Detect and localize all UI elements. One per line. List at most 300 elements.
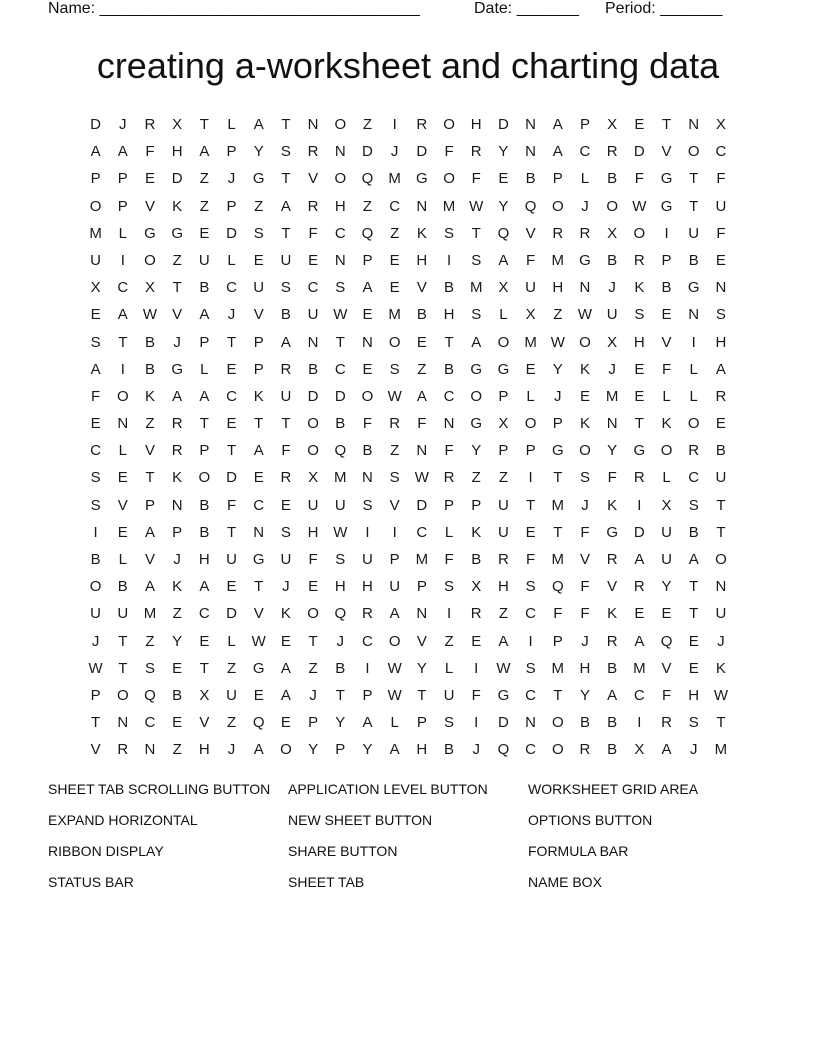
grid-letter: F bbox=[634, 170, 644, 188]
grid-letter: L bbox=[227, 116, 236, 133]
grid-letter: R bbox=[171, 415, 183, 433]
grid-letter: P bbox=[552, 632, 563, 650]
grid-letter: E bbox=[226, 360, 237, 378]
grid-letter: S bbox=[362, 496, 373, 514]
grid-letter: O bbox=[307, 442, 319, 460]
grid-letter: S bbox=[579, 469, 590, 487]
grid-letter: T bbox=[226, 333, 237, 351]
grid-letter: W bbox=[496, 659, 511, 677]
grid-letter: W bbox=[414, 469, 429, 487]
grid-letter: W bbox=[577, 306, 593, 324]
grid-letter: R bbox=[497, 551, 509, 568]
grid-letter: G bbox=[579, 251, 591, 269]
grid-letter: A bbox=[280, 333, 291, 351]
grid-letter: I bbox=[120, 360, 125, 378]
grid-letter: N bbox=[443, 415, 455, 433]
grid-letter: H bbox=[171, 143, 183, 161]
grid-letter: E bbox=[280, 496, 291, 514]
grid-letter: L bbox=[200, 360, 209, 378]
grid-letter: U bbox=[362, 551, 373, 568]
grid-letter: Y bbox=[661, 578, 672, 596]
grid-letter: D bbox=[416, 143, 428, 161]
grid-letter: L bbox=[580, 170, 590, 188]
grid-letter: H bbox=[334, 197, 346, 215]
grid-letter: M bbox=[551, 659, 565, 677]
grid-letter: U bbox=[280, 551, 292, 568]
grid-letter: P bbox=[226, 143, 237, 161]
grid-letter: C bbox=[416, 523, 428, 541]
grid-letter: T bbox=[417, 686, 427, 704]
grid-letter: E bbox=[688, 659, 699, 677]
grid-letter: T bbox=[199, 659, 209, 677]
grid-letter: R bbox=[633, 578, 645, 596]
grid-letter: P bbox=[226, 197, 237, 215]
grid-letter: K bbox=[280, 605, 291, 623]
grid-letter: C bbox=[307, 279, 319, 297]
grid-letter: V bbox=[579, 551, 590, 568]
grid-letter: V bbox=[199, 714, 210, 732]
grid-letter: X bbox=[607, 116, 618, 133]
grid-letter: N bbox=[117, 714, 129, 732]
grid-letter: M bbox=[551, 251, 565, 269]
grid-letter: X bbox=[144, 279, 155, 297]
grid-letter: J bbox=[581, 632, 589, 650]
name-field-label: Name: ____________________________________ bbox=[48, 0, 420, 17]
grid-letter: A bbox=[471, 333, 482, 351]
grid-letter: R bbox=[606, 632, 618, 650]
grid-letter: L bbox=[444, 659, 454, 677]
grid-letter: B bbox=[471, 551, 482, 568]
grid-letter: A bbox=[280, 686, 291, 704]
grid-letter: H bbox=[688, 686, 700, 704]
grid-letter: L bbox=[689, 360, 698, 378]
grid-letter: O bbox=[715, 551, 727, 568]
grid-letter: T bbox=[689, 605, 699, 623]
grid-letter: V bbox=[525, 224, 536, 242]
grid-letter: H bbox=[470, 116, 482, 133]
grid-letter: E bbox=[117, 523, 128, 541]
grid-letter: F bbox=[444, 143, 454, 161]
grid-letter: G bbox=[470, 360, 483, 378]
grid-letter: O bbox=[443, 116, 455, 133]
grid-letter: X bbox=[715, 116, 726, 133]
grid-letter: O bbox=[470, 387, 483, 405]
grid-letter: H bbox=[715, 333, 727, 351]
grid-letter: K bbox=[471, 523, 482, 541]
grid-letter: O bbox=[334, 170, 347, 188]
grid-letter: C bbox=[389, 197, 401, 215]
grid-letter: V bbox=[389, 496, 400, 514]
grid-letter: Z bbox=[417, 360, 427, 378]
grid-letter: O bbox=[579, 442, 591, 460]
grid-letter: B bbox=[335, 659, 346, 677]
grid-letter: H bbox=[198, 551, 210, 568]
grid-letter: A bbox=[552, 143, 563, 161]
grid-letter: U bbox=[90, 605, 102, 623]
grid-letter: Y bbox=[335, 714, 346, 732]
grid-letter: T bbox=[281, 116, 291, 133]
grid-letter: P bbox=[498, 442, 509, 460]
grid-letter: B bbox=[362, 442, 373, 460]
grid-letter: O bbox=[579, 333, 591, 351]
grid-letter: M bbox=[633, 659, 646, 677]
grid-letter: V bbox=[661, 143, 672, 161]
grid-letter: M bbox=[334, 469, 347, 487]
grid-letter: S bbox=[444, 578, 455, 596]
grid-letter: E bbox=[634, 387, 645, 405]
grid-letter: B bbox=[607, 659, 618, 677]
grid-letter: S bbox=[90, 333, 101, 351]
grid-letter: U bbox=[715, 197, 727, 215]
grid-letter: Z bbox=[226, 714, 237, 732]
grid-letter: C bbox=[579, 143, 591, 161]
grid-letter: O bbox=[116, 686, 129, 704]
grid-letter: O bbox=[89, 197, 102, 215]
grid-letter: N bbox=[606, 415, 618, 433]
grid-letter: P bbox=[90, 170, 101, 188]
grid-letter: W bbox=[142, 306, 158, 324]
grid-letter: S bbox=[525, 659, 536, 677]
grid-letter: S bbox=[90, 496, 101, 514]
grid-letter: C bbox=[362, 632, 373, 650]
grid-letter: D bbox=[334, 387, 346, 405]
grid-letter: N bbox=[144, 741, 156, 759]
grid-letter: X bbox=[199, 686, 210, 704]
grid-letter: T bbox=[444, 333, 454, 351]
grid-letter: E bbox=[253, 469, 264, 487]
grid-letter: S bbox=[280, 523, 291, 541]
grid-letter: E bbox=[471, 632, 482, 650]
grid-letter: F bbox=[716, 170, 726, 188]
grid-letter: B bbox=[444, 741, 455, 759]
grid-letter: V bbox=[661, 333, 672, 351]
grid-letter: M bbox=[442, 197, 456, 215]
grid-letter: P bbox=[253, 333, 264, 351]
grid-letter: B bbox=[416, 306, 427, 324]
grid-letter: X bbox=[471, 578, 482, 596]
grid-letter: A bbox=[90, 360, 101, 378]
grid-letter: A bbox=[253, 442, 264, 460]
grid-letter: R bbox=[171, 442, 183, 460]
grid-letter: R bbox=[144, 116, 156, 133]
grid-letter: R bbox=[117, 741, 129, 759]
word-list-item: SHARE BUTTON bbox=[288, 843, 398, 859]
grid-letter: Q bbox=[144, 686, 156, 704]
grid-letter: N bbox=[525, 143, 537, 161]
grid-letter: O bbox=[687, 415, 700, 433]
grid-letter: P bbox=[552, 170, 563, 188]
grid-letter: M bbox=[415, 551, 429, 568]
grid-letter: R bbox=[416, 116, 428, 133]
grid-letter: G bbox=[633, 442, 646, 460]
grid-letter: I bbox=[120, 251, 125, 269]
grid-letter: N bbox=[688, 306, 700, 324]
grid-letter: U bbox=[117, 605, 129, 623]
grid-letter: A bbox=[199, 143, 210, 161]
grid-letter: O bbox=[280, 741, 292, 759]
grid-letter: P bbox=[389, 551, 400, 568]
grid-letter: F bbox=[580, 523, 590, 541]
grid-letter: A bbox=[117, 143, 128, 161]
grid-letter: R bbox=[307, 143, 319, 161]
grid-letter: T bbox=[91, 714, 101, 732]
grid-letter: L bbox=[444, 523, 454, 541]
grid-letter: S bbox=[280, 279, 291, 297]
grid-letter: O bbox=[307, 605, 319, 623]
grid-letter: X bbox=[498, 279, 509, 297]
grid-letter: Y bbox=[172, 632, 183, 650]
grid-letter: U bbox=[253, 279, 265, 297]
grid-letter: A bbox=[416, 387, 427, 405]
grid-letter: O bbox=[334, 116, 347, 133]
grid-letter: U bbox=[226, 686, 237, 704]
grid-letter: N bbox=[362, 469, 373, 487]
grid-letter: H bbox=[307, 523, 319, 541]
grid-letter: A bbox=[280, 197, 291, 215]
grid-letter: Z bbox=[172, 741, 182, 759]
grid-letter: U bbox=[606, 306, 618, 324]
grid-letter: P bbox=[552, 415, 563, 433]
grid-letter: Z bbox=[362, 116, 373, 133]
grid-letter: O bbox=[388, 632, 401, 650]
grid-letter: E bbox=[253, 686, 264, 704]
grid-letter: S bbox=[335, 551, 346, 568]
grid-letter: A bbox=[389, 605, 400, 623]
grid-letter: R bbox=[280, 360, 292, 378]
grid-letter: B bbox=[607, 251, 618, 269]
grid-letter: V bbox=[661, 659, 672, 677]
grid-letter: P bbox=[362, 686, 373, 704]
grid-letter: F bbox=[607, 469, 617, 487]
grid-letter: N bbox=[715, 279, 727, 297]
grid-letter: O bbox=[551, 714, 564, 732]
grid-letter: T bbox=[145, 469, 155, 487]
grid-letter: Z bbox=[471, 469, 481, 487]
grid-letter: P bbox=[117, 170, 128, 188]
grid-letter: F bbox=[580, 578, 590, 596]
grid-letter: J bbox=[608, 360, 616, 378]
grid-letter: R bbox=[633, 251, 645, 269]
word-list-item: SHEET TAB SCROLLING BUTTON bbox=[48, 781, 271, 797]
grid-letter: U bbox=[688, 224, 700, 242]
grid-letter: N bbox=[253, 523, 265, 541]
grid-letter: K bbox=[416, 224, 427, 242]
grid-letter: U bbox=[497, 523, 509, 541]
grid-letter: N bbox=[416, 605, 428, 623]
grid-letter: S bbox=[253, 224, 264, 242]
grid-letter: U bbox=[497, 496, 509, 514]
grid-letter: T bbox=[716, 523, 726, 541]
word-list-item: STATUS BAR bbox=[48, 874, 134, 890]
grid-letter: H bbox=[497, 578, 509, 596]
grid-letter: O bbox=[307, 415, 319, 433]
grid-letter: E bbox=[525, 523, 536, 541]
grid-letter: D bbox=[226, 605, 237, 623]
grid-letter: F bbox=[471, 170, 481, 188]
grid-letter: P bbox=[416, 714, 427, 732]
grid-letter: D bbox=[226, 469, 237, 487]
grid-letter: B bbox=[688, 251, 699, 269]
grid-letter: K bbox=[634, 279, 645, 297]
grid-letter: W bbox=[713, 686, 728, 704]
grid-letter: A bbox=[253, 741, 264, 759]
grid-letter: G bbox=[497, 360, 510, 378]
grid-letter: B bbox=[280, 306, 291, 324]
grid-letter: T bbox=[118, 333, 128, 351]
grid-letter: P bbox=[335, 741, 346, 759]
grid-letter: X bbox=[525, 306, 536, 324]
grid-letter: F bbox=[362, 415, 373, 433]
grid-letter: A bbox=[172, 387, 183, 405]
grid-letter: B bbox=[144, 360, 155, 378]
grid-letter: A bbox=[199, 306, 210, 324]
grid-letter: J bbox=[227, 741, 236, 759]
grid-letter: P bbox=[90, 686, 101, 704]
grid-letter: P bbox=[362, 251, 373, 269]
grid-letter: F bbox=[661, 360, 672, 378]
grid-letter: Q bbox=[334, 442, 347, 460]
grid-letter: T bbox=[634, 415, 644, 433]
grid-letter: N bbox=[307, 116, 319, 133]
grid-letter: R bbox=[362, 605, 373, 623]
grid-letter: F bbox=[417, 415, 427, 433]
grid-letter: S bbox=[280, 143, 291, 161]
grid-letter: H bbox=[362, 578, 373, 596]
grid-letter: O bbox=[524, 415, 537, 433]
grid-letter: U bbox=[389, 578, 401, 596]
grid-letter: U bbox=[715, 469, 727, 487]
date-field-label: Date: _______ bbox=[474, 0, 579, 17]
grid-letter: W bbox=[387, 686, 402, 704]
grid-letter: X bbox=[634, 741, 645, 759]
grid-letter: C bbox=[253, 496, 265, 514]
grid-letter: A bbox=[552, 116, 563, 133]
word-list bbox=[48, 779, 768, 903]
grid-letter: E bbox=[172, 714, 183, 732]
grid-letter: X bbox=[607, 333, 618, 351]
grid-letter: T bbox=[281, 170, 291, 188]
grid-letter: T bbox=[118, 659, 128, 677]
grid-letter: M bbox=[89, 224, 102, 242]
grid-letter: H bbox=[416, 251, 428, 269]
grid-letter: S bbox=[525, 578, 536, 596]
grid-letter: I bbox=[93, 523, 98, 541]
grid-letter: I bbox=[664, 224, 669, 242]
grid-letter: K bbox=[172, 578, 183, 596]
grid-letter: Z bbox=[444, 632, 454, 650]
grid-letter: Z bbox=[199, 170, 209, 188]
grid-letter: K bbox=[579, 360, 590, 378]
grid-letter: E bbox=[715, 251, 726, 269]
grid-letter: F bbox=[226, 496, 237, 514]
grid-letter: F bbox=[444, 442, 454, 460]
grid-letter: I bbox=[637, 714, 642, 732]
grid-letter: Z bbox=[226, 659, 237, 677]
grid-letter: B bbox=[715, 442, 726, 460]
grid-letter: Z bbox=[145, 632, 155, 650]
grid-letter: M bbox=[605, 387, 619, 405]
grid-letter: W bbox=[469, 197, 484, 215]
grid-letter: V bbox=[253, 605, 264, 623]
grid-letter: F bbox=[145, 143, 155, 161]
grid-letter: C bbox=[525, 686, 537, 704]
grid-letter: E bbox=[579, 387, 590, 405]
grid-letter: C bbox=[525, 605, 537, 623]
grid-letter: W bbox=[251, 632, 266, 650]
grid-letter: Z bbox=[362, 197, 373, 215]
grid-letter: S bbox=[634, 306, 645, 324]
grid-letter: A bbox=[607, 686, 618, 704]
grid-letter: R bbox=[470, 143, 482, 161]
grid-letter: R bbox=[470, 605, 482, 623]
grid-letter: G bbox=[660, 197, 673, 215]
grid-letter: Y bbox=[253, 143, 264, 161]
grid-letter: Z bbox=[498, 469, 508, 487]
grid-letter: Y bbox=[471, 442, 482, 460]
grid-letter: N bbox=[525, 714, 537, 732]
grid-letter: K bbox=[172, 197, 183, 215]
grid-letter: B bbox=[444, 279, 455, 297]
grid-letter: D bbox=[633, 523, 645, 541]
grid-letter: U bbox=[661, 551, 672, 568]
grid-letter: T bbox=[471, 224, 481, 242]
grid-letter: K bbox=[715, 659, 726, 677]
grid-letter: I bbox=[691, 333, 696, 351]
grid-letter: T bbox=[254, 578, 264, 596]
grid-letter: U bbox=[307, 496, 319, 514]
grid-letter: H bbox=[198, 741, 210, 759]
grid-letter: I bbox=[446, 605, 452, 623]
grid-letter: A bbox=[253, 116, 264, 133]
grid-letter: E bbox=[661, 306, 672, 324]
grid-letter: A bbox=[144, 523, 155, 541]
grid-letter: R bbox=[389, 415, 401, 433]
grid-letter: B bbox=[117, 578, 128, 596]
grid-letter: T bbox=[553, 686, 563, 704]
grid-letter: V bbox=[144, 197, 155, 215]
grid-letter: E bbox=[634, 360, 645, 378]
grid-letter: I bbox=[637, 496, 642, 514]
grid-letter: R bbox=[579, 741, 591, 759]
grid-letter: V bbox=[308, 170, 319, 188]
grid-letter: N bbox=[715, 578, 727, 596]
grid-letter: J bbox=[390, 143, 399, 161]
grid-letter: U bbox=[661, 523, 672, 541]
grid-letter: Z bbox=[498, 605, 508, 623]
grid-letter: I bbox=[528, 469, 533, 487]
grid-letter: R bbox=[552, 224, 564, 242]
grid-letter: C bbox=[443, 387, 455, 405]
grid-letter: A bbox=[362, 279, 373, 297]
grid-letter: Z bbox=[390, 442, 400, 460]
grid-letter: Z bbox=[172, 251, 182, 269]
grid-letter: X bbox=[661, 496, 672, 514]
grid-letter: S bbox=[688, 496, 699, 514]
grid-letter: B bbox=[199, 279, 210, 297]
grid-letter: E bbox=[90, 306, 101, 324]
grid-letter: D bbox=[497, 714, 509, 732]
grid-letter: C bbox=[525, 741, 537, 759]
grid-letter: T bbox=[335, 686, 345, 704]
grid-letter: T bbox=[226, 523, 237, 541]
grid-letter: F bbox=[580, 605, 590, 623]
grid-letter: C bbox=[334, 360, 346, 378]
grid-letter: I bbox=[474, 714, 479, 732]
grid-letter: I bbox=[474, 659, 479, 677]
grid-letter: P bbox=[117, 197, 128, 215]
grid-letter: L bbox=[390, 714, 399, 732]
grid-letter: T bbox=[716, 714, 726, 732]
